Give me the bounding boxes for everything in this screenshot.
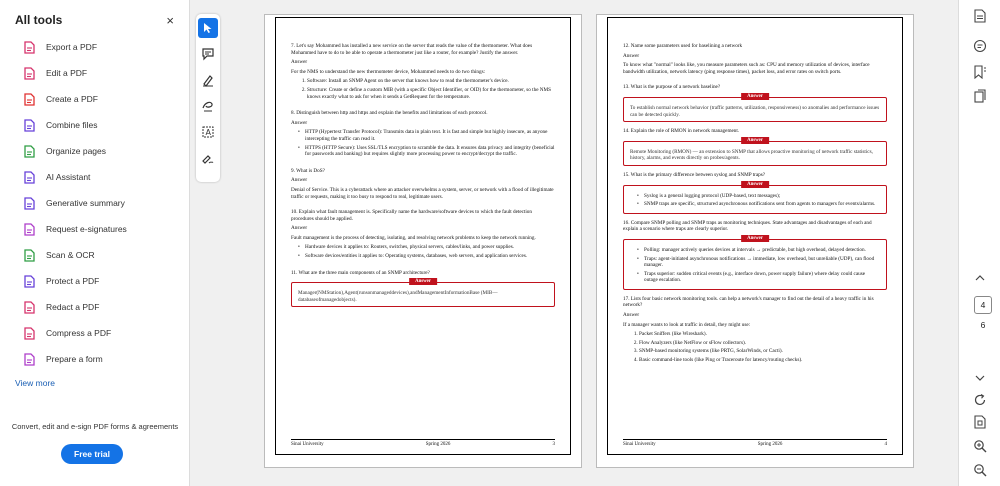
answer-tag: Answer — [741, 181, 769, 188]
footer-university: Sinai University — [291, 442, 324, 447]
tool-item[interactable] — [0, 190, 189, 216]
tool-item[interactable] — [0, 294, 189, 320]
scroll-up-button[interactable] — [972, 270, 988, 286]
all-tools-panel — [0, 0, 190, 486]
list-item: • SNMP traps are specific, structured asynchronous notifications sent from agents to managers for events/alarms. — [644, 201, 880, 208]
combine-files-icon — [22, 118, 36, 132]
refresh-icon — [973, 393, 987, 407]
tool-item[interactable] — [0, 216, 189, 242]
answer-12-text: To know what "normal" looks like, you measure parameters such as: CPU and memory utilization of devices, interface bandwidth utilization, network latency (ping response times), packet loss, and error rates on switch ports. — [623, 62, 870, 75]
question-12: 12. Name some parameters used for baselining a network — [623, 43, 743, 49]
comment-icon — [973, 39, 987, 53]
ai-assistant-icon — [22, 170, 36, 184]
pen-icon — [201, 73, 215, 87]
bookmarks-button[interactable] — [972, 64, 988, 80]
answer-9-text: Denial of Service. This is a cyberattack where an attacker overwhelms a system, server, or network with a flood of illegitimate traffic or requests, making it too busy to respond to real, legitimate users. — [291, 186, 554, 200]
current-page-input[interactable]: 4 — [974, 296, 992, 314]
svg-text:A: A — [205, 128, 211, 137]
chevron-up-icon — [975, 275, 985, 281]
answer-17-list — [623, 331, 887, 363]
list-item: 2. Flow Analyzers (like NetFlow or sFlow collectors). — [639, 340, 887, 347]
footer-term: Spring 2026 — [425, 442, 451, 447]
answer-box — [623, 235, 887, 290]
right-toolbar — [958, 0, 1000, 486]
organize-pages-icon — [22, 144, 36, 158]
export-pdf-icon — [22, 40, 36, 54]
question-15: 15. What is the primary difference between syslog and SNMP traps? — [623, 171, 766, 178]
question-11: 11. What are the three main components of an SNMP architecture? — [291, 269, 430, 276]
zoom-out-button[interactable] — [972, 462, 988, 478]
list-item: • HTTP (Hypertext Transfer Protocol): Transmits data in plain text. It is fast and simple but highly insecure, as anyone intercepting the traffic can read it. — [305, 129, 555, 142]
answer-14-text: Remote Monitoring (RMON) — an extension to SNMP that allows proactive monitoring of network traffic statistics, history, alarms, and events directly on probes/agents. — [630, 148, 873, 162]
list-item: 2. Structure: Create or define a custom MIB (with a specific Object Identifier, or OID) for the thermometer, so the NMS knows exactly what to ask for when it sends a GetRequest for the temperature. — [307, 87, 555, 100]
tool-item-label: Protect a PDF — [46, 276, 100, 286]
free-trial-button[interactable]: Free trial — [61, 444, 123, 464]
answer-label: Answer — [291, 119, 308, 126]
promo-text: Convert, edit and e-sign PDF forms & agreements — [11, 422, 179, 431]
zoom-in-button[interactable] — [972, 438, 988, 454]
zoom-out-icon — [973, 463, 987, 477]
question-10: 10. Explain what fault management is. Specifically name the hardware/software devices to which the fault detection procedures should be applied. — [291, 209, 532, 222]
footer-page-number: 4 — [884, 442, 887, 447]
document-icon — [974, 9, 986, 23]
footer-page-number: 3 — [552, 442, 555, 447]
signature-icon — [201, 151, 215, 165]
sign-tool-button[interactable] — [198, 148, 218, 168]
tool-item-label: Redact a PDF — [46, 302, 100, 312]
footer-university: Sinai University — [623, 442, 656, 447]
answer-tag: Answer — [741, 137, 769, 144]
footer-term: Spring 2026 — [757, 442, 783, 447]
answer-16-list — [630, 247, 880, 284]
cursor-icon — [203, 22, 213, 34]
comment-tool-button[interactable] — [198, 44, 218, 64]
list-item: 1. Packet Sniffers (like Wireshark). — [639, 331, 887, 338]
list-item: • Traps superior: sudden critical events (e.g., interface down, power supply failure) where delay could cause outage escalation. — [644, 271, 880, 284]
page-3-content — [291, 43, 555, 313]
answer-10-text: Fault management is the process of detecting, isolating, and resolving network problems to keep the network running. — [291, 234, 536, 241]
tool-item-label: Compress a PDF — [46, 328, 112, 338]
question-14: 14. Explain the role of RMON in network management. — [623, 128, 740, 135]
protect-pdf-icon — [22, 274, 36, 288]
prepare-form-icon — [22, 352, 36, 366]
edit-pdf-icon — [22, 66, 36, 80]
redact-pdf-icon — [22, 300, 36, 314]
scroll-down-button[interactable] — [972, 370, 988, 386]
scan-ocr-icon — [22, 248, 36, 262]
answer-10-list — [291, 244, 555, 259]
create-pdf-icon — [22, 92, 36, 106]
list-item: 1. Software: Install an SNMP Agent on the server that knows how to read the thermometer's device. — [307, 78, 555, 85]
copy-icon — [973, 89, 987, 103]
tool-item-label: Combine files — [46, 120, 98, 130]
answer-box — [623, 137, 887, 166]
answer-11-text: Manager(NMStation),Agent(runsonmanageddevices),andManagementInformationBase (MIB—databaseofmanagedobjects). — [298, 290, 498, 303]
answer-label: Answer — [291, 177, 308, 184]
compress-pdf-icon — [22, 326, 36, 340]
annotation-toolbar — [196, 14, 220, 182]
question-13: 13. What is the purpose of a network baseline? — [623, 84, 721, 91]
zoom-in-icon — [973, 439, 987, 453]
answer-7-text: For the NMS to understand the new thermometer device, Mohammed needs to do two things: — [291, 68, 486, 75]
text-tool-button[interactable] — [198, 122, 218, 142]
answer-8-list — [291, 129, 555, 157]
draw-tool-button[interactable] — [198, 96, 218, 116]
tool-item-label: Generative summary — [46, 198, 125, 208]
comment-icon — [201, 47, 215, 61]
question-9: 9. What is DoS? — [291, 167, 325, 174]
tool-item[interactable] — [0, 164, 189, 190]
chevron-down-icon — [975, 375, 985, 381]
document-viewer[interactable] — [224, 0, 956, 486]
text-box-icon — [201, 125, 215, 139]
all-tools-header — [0, 0, 189, 30]
answer-tag: Answer — [409, 278, 437, 285]
answer-17-text: If a manager wants to look at traffic in detail, they might use: — [623, 321, 751, 328]
tools-list — [0, 34, 189, 372]
page-fit-button[interactable] — [972, 414, 988, 430]
tool-item[interactable] — [0, 346, 189, 372]
tool-item-label: Scan & OCR — [46, 250, 95, 260]
answer-box — [623, 181, 887, 214]
list-item: • Polling: manager actively queries devices at intervals → predictable, but high overhead, delayed detection. — [644, 247, 880, 254]
pdf-page-3 — [264, 14, 582, 468]
e-signature-icon — [22, 222, 36, 236]
close-icon[interactable]: × — [166, 12, 174, 28]
tool-item[interactable] — [0, 320, 189, 346]
answer-label: Answer — [623, 312, 640, 319]
answer-tag: Answer — [741, 235, 769, 242]
list-item: • Syslog is a general logging protocol (UDP-based, text messages); — [644, 193, 880, 200]
list-item: • HTTPS (HTTP Secure): Uses SSL/TLS encryption to scramble the data. It ensures data privacy and integrity (beneficial for passwords and banking) but requires slightly more processing power to encrypt/decrypt the traffic. — [305, 145, 555, 158]
tool-item[interactable] — [0, 34, 189, 60]
view-more-link[interactable]: View more — [15, 378, 55, 388]
freehand-icon — [201, 99, 215, 113]
select-tool-button[interactable] — [198, 18, 218, 38]
question-7: 7. Let's say Mohammed has installed a new service on the server that reads the value of the thermometer. What does Mohammed have to do to be able to operate a thermometer just like a router, for example? Justify the answer. — [291, 43, 533, 56]
question-17: 17. Lists four basic network monitoring tools. can help a network's manager to find out the detail of a heavy traffic in his network? — [623, 295, 874, 309]
list-item: 4. Basic command-line tools (like Ping or Traceroute for latency/routing checks). — [639, 357, 887, 364]
list-item: 3. SNMP-based monitoring systems (like PRTG, SolarWinds, or Cacti). — [639, 348, 887, 355]
answer-tag: Answer — [741, 93, 769, 100]
answer-label: Answer — [291, 59, 308, 66]
answer-13-text: To establish normal network behavior (traffic patterns, utilization, responsiveness) so anomalies and performance issues can be detected quickly. — [630, 104, 880, 118]
tool-item-label: Request e-signatures — [46, 224, 127, 234]
tool-item-label: Prepare a form — [46, 354, 103, 364]
tool-item-label: Edit a PDF — [46, 68, 88, 78]
tool-item-label: Create a PDF — [46, 94, 98, 104]
tool-item[interactable] — [0, 60, 189, 86]
pdf-page-4 — [596, 14, 914, 468]
tool-item[interactable] — [0, 86, 189, 112]
bookmark-icon — [973, 65, 987, 79]
question-16: 16. Compare SNMP polling and SNMP traps as monitoring techniques. State advantages and disadvantages of each and explain a scenario where traps are clearly superior. — [623, 219, 872, 233]
page-4-content — [623, 43, 887, 368]
answer-label: Answer — [623, 52, 640, 59]
answer-box — [623, 93, 887, 122]
total-pages: 6 — [980, 320, 986, 330]
answer-7-list — [291, 78, 555, 100]
list-item: • Traps: agent-initiated asynchronous notifications → immediate, low overhead, but unreliable (UDP), can flood manager. — [644, 256, 880, 269]
tool-item-label: Export a PDF — [46, 42, 98, 52]
answer-15-list — [630, 193, 880, 208]
tool-item[interactable] — [0, 112, 189, 138]
page-footer — [623, 439, 887, 447]
tool-item[interactable] — [0, 268, 189, 294]
tool-item[interactable] — [0, 242, 189, 268]
tool-item[interactable] — [0, 138, 189, 164]
rotate-button[interactable] — [972, 392, 988, 408]
highlight-tool-button[interactable] — [198, 70, 218, 90]
page-icon — [974, 415, 986, 429]
list-item: • Software devices/entities it applies to: Operating systems, databases, web servers, and application services. — [305, 253, 555, 260]
list-item: • Hardware devices it applies to: Routers, switches, physical servers, cables/links, and power supplies. — [305, 244, 555, 251]
answer-label: Answer — [291, 225, 308, 232]
tool-item-label: Organize pages — [46, 146, 107, 156]
attachments-button[interactable] — [972, 88, 988, 104]
all-tools-title: All tools — [15, 13, 63, 27]
answer-box — [291, 279, 555, 307]
comments-panel-button[interactable] — [972, 38, 988, 54]
tool-item-label: AI Assistant — [46, 172, 91, 182]
question-8: 8. Distinguish between http and https and explain the benefits and limitations of each protocol. — [291, 110, 488, 117]
generative-summary-icon — [22, 196, 36, 210]
page-footer — [291, 439, 555, 447]
document-properties-button[interactable] — [972, 8, 988, 24]
